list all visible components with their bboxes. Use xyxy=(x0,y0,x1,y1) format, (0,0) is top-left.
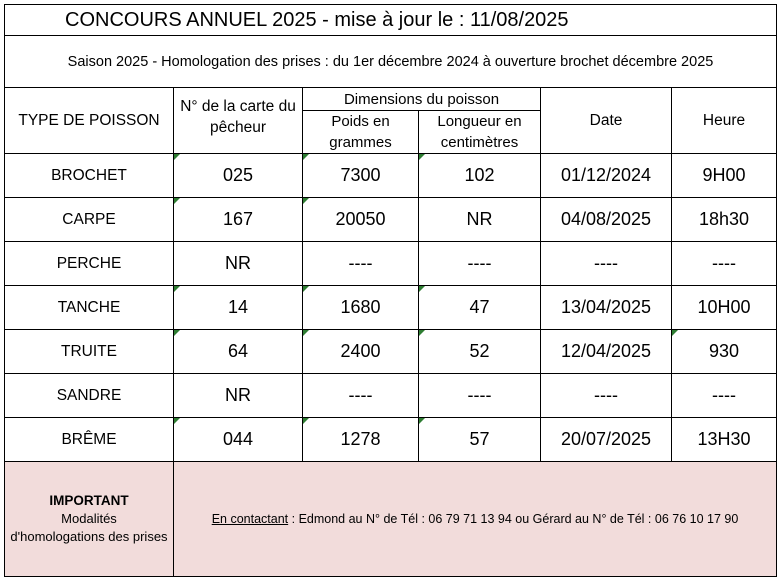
cell-card[interactable]: 64 xyxy=(174,330,303,374)
cell-weight[interactable]: 1278 xyxy=(303,418,419,462)
cell-weight[interactable]: ---- xyxy=(303,374,419,418)
important-subtitle-1: Modalités xyxy=(61,511,117,526)
cell-time[interactable]: ---- xyxy=(672,374,777,418)
cell-card[interactable]: NR xyxy=(174,242,303,286)
header-dimensions[interactable]: Dimensions du poisson xyxy=(303,88,541,111)
cell-type[interactable]: SANDRE xyxy=(5,374,174,418)
cell-time[interactable]: 10H00 xyxy=(672,286,777,330)
cell-date[interactable]: 12/04/2025 xyxy=(541,330,672,374)
season-text: Saison 2025 - Homologation des prises : du 1er décembre 2024 à ouverture brochet décembre 2025 xyxy=(67,53,714,70)
table-row xyxy=(5,374,777,418)
contact-link-text: En contactant xyxy=(211,512,289,526)
cell-type[interactable]: BRÊME xyxy=(5,418,174,462)
spreadsheet-sheet xyxy=(4,4,776,577)
cell-type[interactable]: TRUITE xyxy=(5,330,174,374)
cell-type[interactable]: BROCHET xyxy=(5,154,174,198)
cell-length[interactable]: 57 xyxy=(419,418,541,462)
cell-date[interactable]: ---- xyxy=(541,374,672,418)
cell-card[interactable]: 167 xyxy=(174,198,303,242)
header-type[interactable]: TYPE DE POISSON xyxy=(5,88,174,154)
cell-length[interactable]: NR xyxy=(419,198,541,242)
table-row xyxy=(5,242,777,286)
cell-time[interactable]: 930 xyxy=(672,330,777,374)
cell-date[interactable]: 20/07/2025 xyxy=(541,418,672,462)
table-row xyxy=(5,330,777,374)
header-time[interactable]: Heure xyxy=(672,88,777,154)
cell-card[interactable]: 025 xyxy=(174,154,303,198)
page-title: CONCOURS ANNUEL 2025 - mise à jour le : 11/08/2025 xyxy=(65,8,569,31)
cell-date[interactable]: 04/08/2025 xyxy=(541,198,672,242)
cell-weight[interactable]: 7300 xyxy=(303,154,419,198)
important-label-cell[interactable] xyxy=(5,462,174,577)
cell-date[interactable]: ---- xyxy=(541,242,672,286)
table-row xyxy=(5,286,777,330)
cell-card[interactable]: 044 xyxy=(174,418,303,462)
cell-length[interactable]: ---- xyxy=(419,242,541,286)
cell-weight[interactable]: 1680 xyxy=(303,286,419,330)
cell-weight[interactable]: ---- xyxy=(303,242,419,286)
cell-type[interactable]: PERCHE xyxy=(5,242,174,286)
important-subtitle-2: d'homologations des prises xyxy=(10,529,168,544)
cell-type[interactable]: TANCHE xyxy=(5,286,174,330)
cell-time[interactable]: ---- xyxy=(672,242,777,286)
table-row xyxy=(5,198,777,242)
contact-details: : Edmond au N° de Tél : 06 79 71 13 94 ou Gérard au N° de Tél : 06 76 10 17 90 xyxy=(288,512,739,526)
contest-table xyxy=(4,4,777,577)
cell-weight[interactable]: 20050 xyxy=(303,198,419,242)
cell-time[interactable]: 9H00 xyxy=(672,154,777,198)
cell-time[interactable]: 18h30 xyxy=(672,198,777,242)
season-cell[interactable] xyxy=(5,36,777,88)
header-card[interactable]: N° de la carte du pêcheur xyxy=(174,88,303,154)
cell-length[interactable]: 52 xyxy=(419,330,541,374)
cell-date[interactable]: 01/12/2024 xyxy=(541,154,672,198)
cell-length[interactable]: 47 xyxy=(419,286,541,330)
cell-weight[interactable]: 2400 xyxy=(303,330,419,374)
cell-type[interactable]: CARPE xyxy=(5,198,174,242)
table-row xyxy=(5,418,777,462)
table-row xyxy=(5,154,777,198)
cell-length[interactable]: 102 xyxy=(419,154,541,198)
header-date[interactable]: Date xyxy=(541,88,672,154)
contact-cell[interactable] xyxy=(174,462,777,577)
header-weight[interactable]: Poids en grammes xyxy=(303,111,419,154)
header-length[interactable]: Longueur en centimètres xyxy=(419,111,541,154)
important-heading: IMPORTANT xyxy=(49,493,129,508)
cell-date[interactable]: 13/04/2025 xyxy=(541,286,672,330)
cell-card[interactable]: NR xyxy=(174,374,303,418)
cell-card[interactable]: 14 xyxy=(174,286,303,330)
cell-length[interactable]: ---- xyxy=(419,374,541,418)
title-cell[interactable] xyxy=(5,5,777,36)
cell-time[interactable]: 13H30 xyxy=(672,418,777,462)
